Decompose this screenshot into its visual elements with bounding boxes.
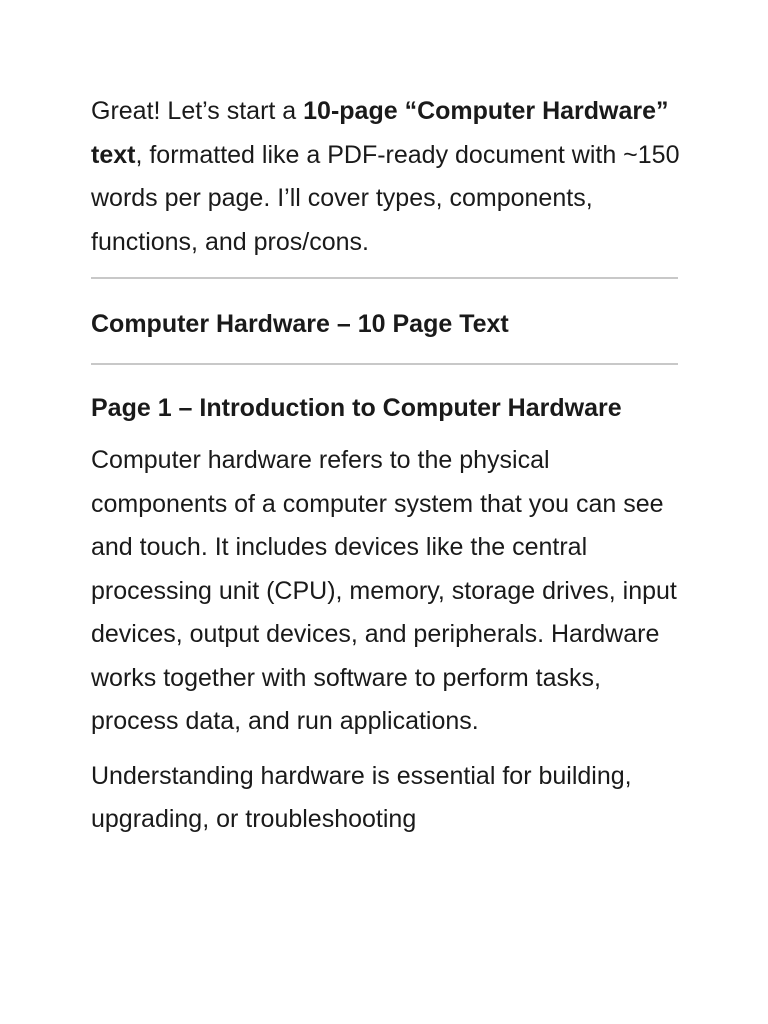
divider <box>91 363 678 365</box>
intro-paragraph <box>91 90 681 264</box>
body-paragraph: Computer hardware refers to the physical components of a computer system that you can see and touch. It includes devices like the central processing unit (CPU), memory, storage drives, input devices, output devices, and peripherals. Hardware works together with software to perform tasks, process data, and run applications. <box>91 446 677 735</box>
intro-rest: , formatted like a PDF-ready document with ~150 words per page. I’ll cover types, components, functions, and pros/cons. <box>91 140 680 256</box>
intro-bold-title: 10-page “Computer Hardware” text <box>91 97 669 169</box>
document-title: Computer Hardware – 10 Page Text <box>91 310 509 338</box>
document-page <box>91 90 681 853</box>
intro-lead: Great! Let’s start a <box>91 97 304 125</box>
body-paragraph: Understanding hardware is essential for building, upgrading, or troubleshooting <box>91 761 632 833</box>
section-heading: Page 1 – Introduction to Computer Hardware <box>91 394 622 422</box>
divider <box>91 277 678 279</box>
